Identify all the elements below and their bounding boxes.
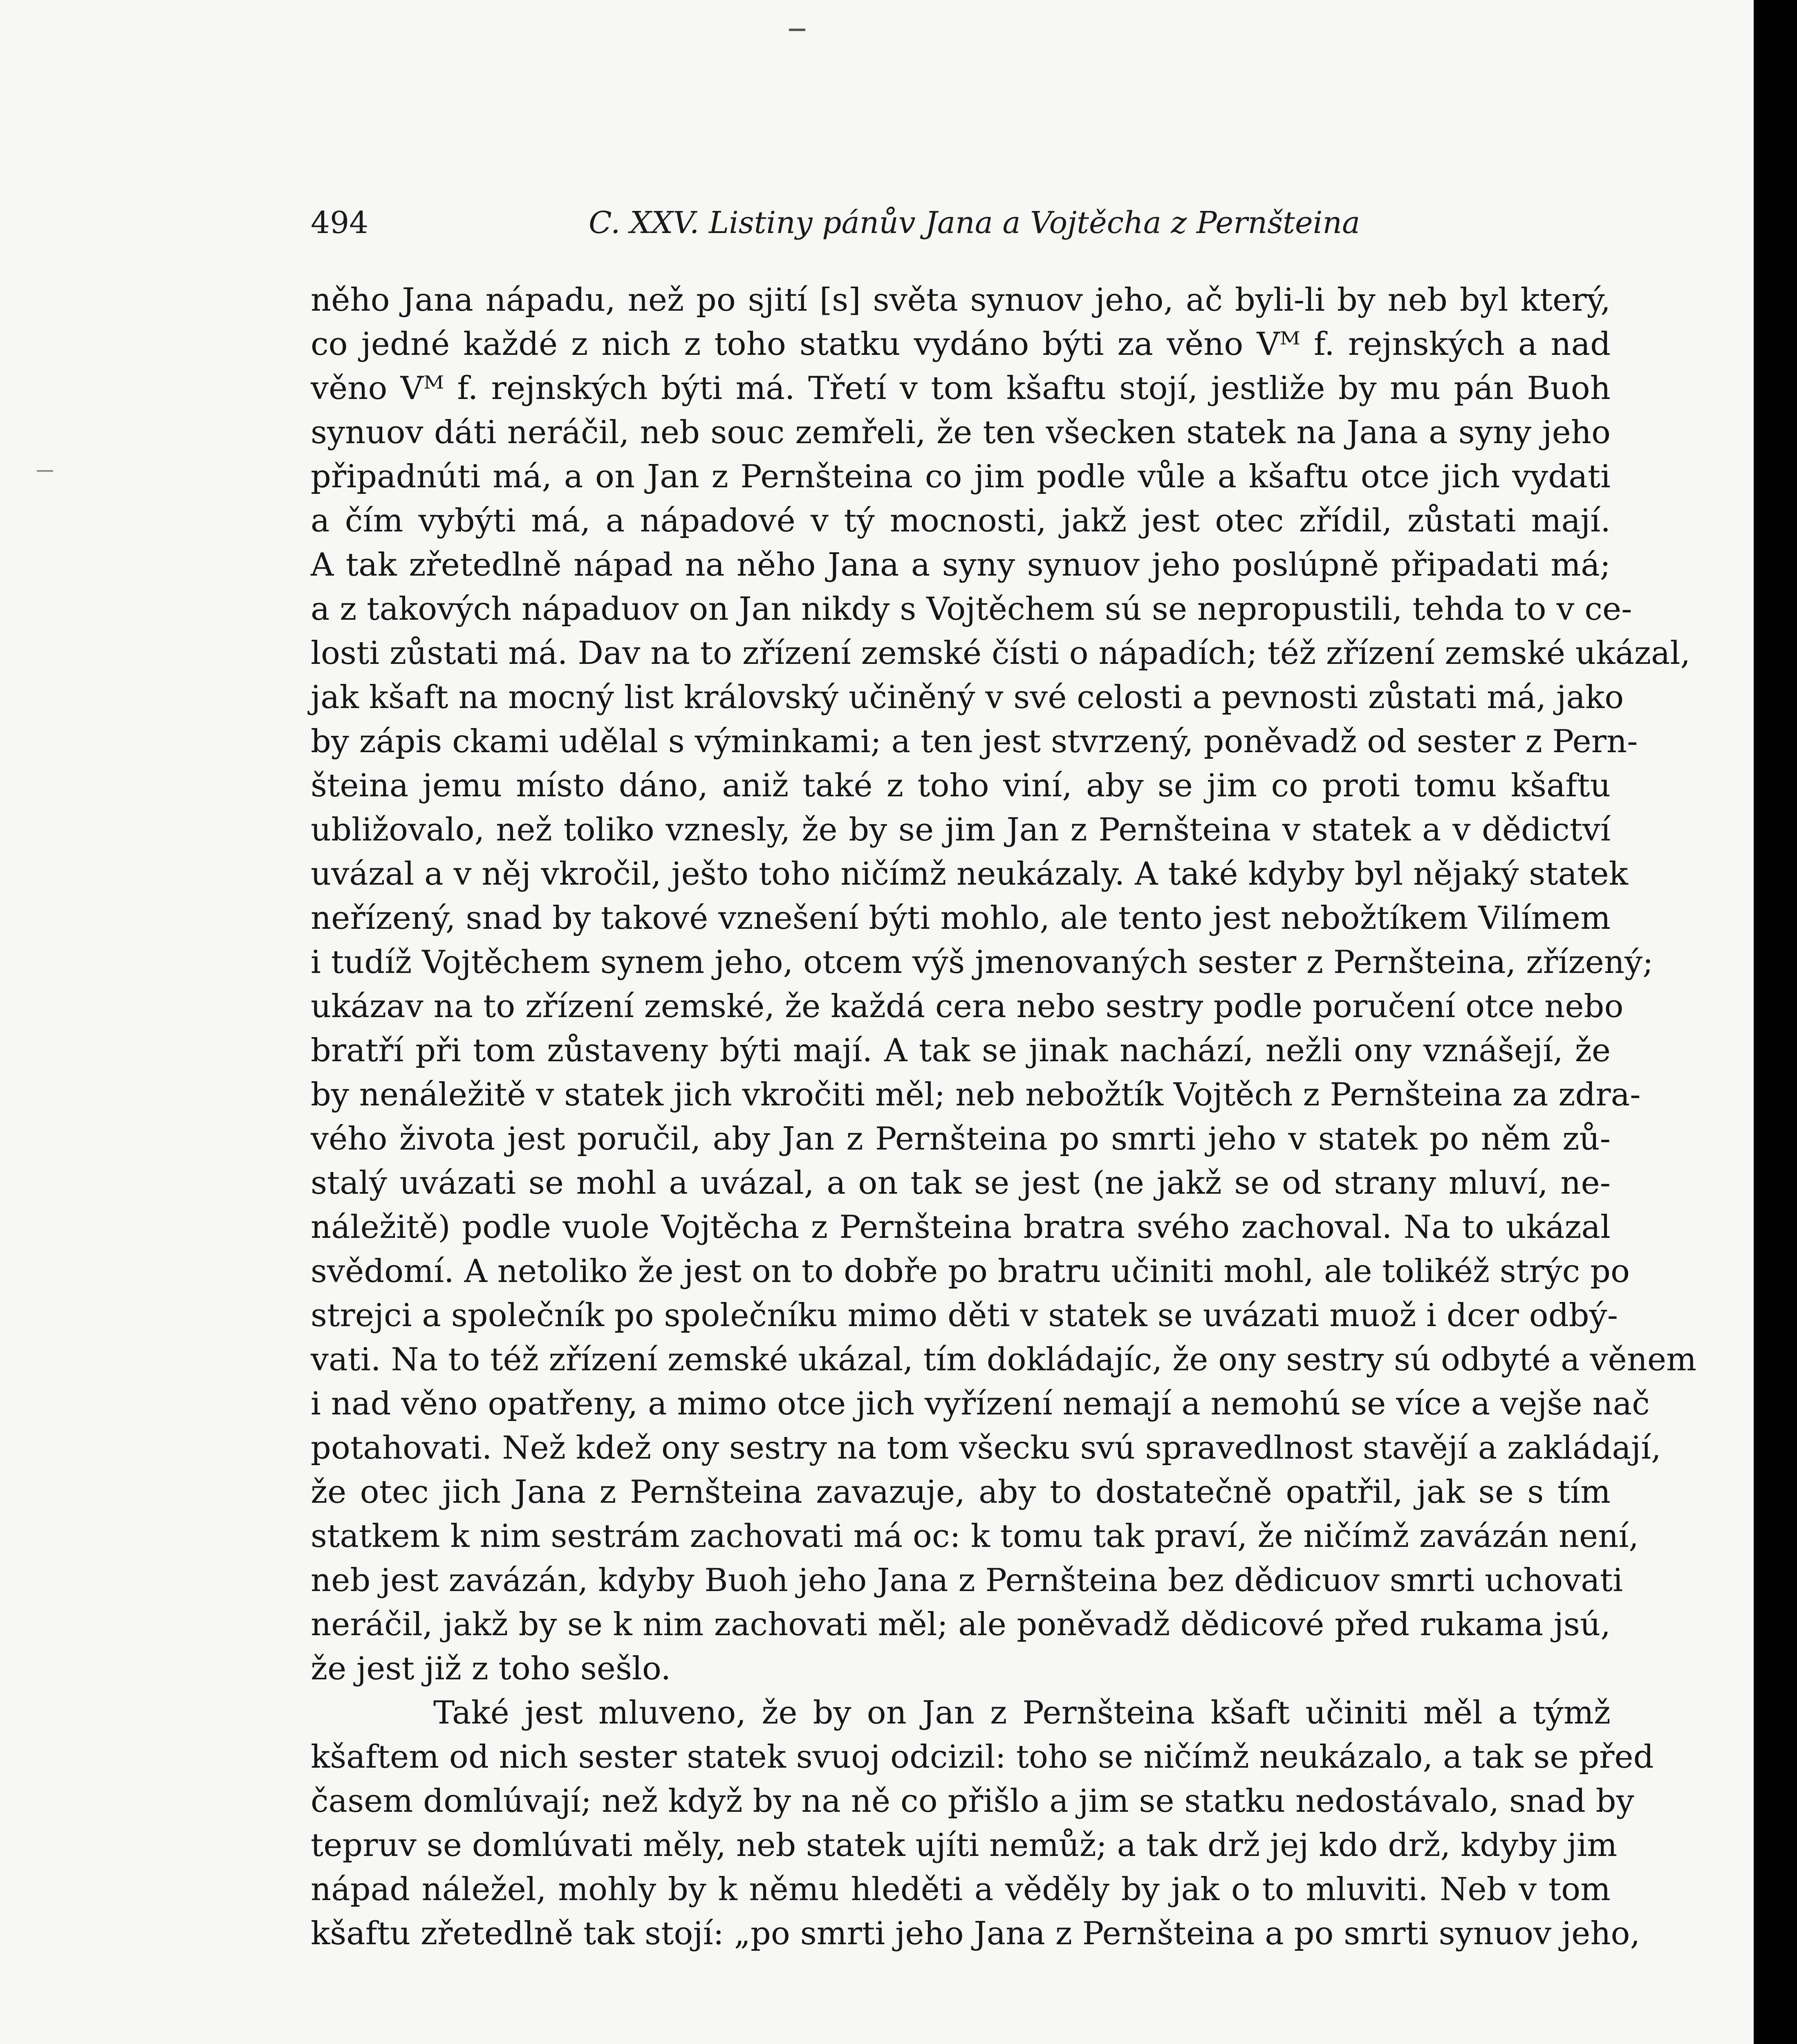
text-line: vého života jest poručil, aby Jan z Pernšteina po smrti jeho v statek po něm zů-: [311, 1121, 1611, 1157]
text-line: šteina jemu místo dáno, aniž také z toho viní, aby se jim co proti tomu kšaftu: [311, 767, 1611, 804]
text-line: co jedné každé z nich z toho statku vydáno býti za věno Vᴹ f. rejnských a nad: [311, 326, 1611, 363]
text-line: jak kšaft na mocný list královský učiněný v své celosti a pevnosti zůstati má, jako: [311, 679, 1624, 716]
text-line: kšaftem od nich sester statek svuoj odcizil: toho se ničímž neukázalo, a tak se před: [311, 1739, 1654, 1775]
text-line: nápad náležel, mohly by k němu hleděti a věděly by jak o to mluviti. Neb v tom: [311, 1871, 1611, 1908]
text-line: ukázav na to zřízení zemské, že každá cera nebo sestry podle poručení otce nebo: [311, 988, 1624, 1025]
text-line: věno Vᴹ f. rejnských býti má. Třetí v tom kšaftu stojí, jestliže by mu pán Buoh: [311, 370, 1611, 407]
text-line: tepruv se domlúvati měly, neb statek ujíti nemůž; a tak drž jej kdo drž, kdyby jim: [311, 1827, 1618, 1864]
text-line: i nad věno opatřeny, a mimo otce jich vyřízení nemají a nemohú se více a vejše nač: [311, 1385, 1650, 1422]
text-line: uvázal a v něj vkročil, ješto toho ničímž neukázaly. A také kdyby byl nějaký statek: [311, 856, 1628, 892]
text-line: časem domlúvají; než když by na ně co přišlo a jim se statku nedostávalo, snad by: [311, 1783, 1634, 1820]
text-line: že otec jich Jana z Pernšteina zavazuje, aby to dostatečně opatřil, jak se s tím: [311, 1474, 1611, 1511]
text-line: že jest již z toho sešlo.: [311, 1650, 671, 1687]
text-line: vati. Na to též zřízení zemské ukázal, tím dokládajíc, že ony sestry sú odbyté a věnem: [311, 1341, 1697, 1378]
text-line: náležitě) podle vuole Vojtěcha z Pernšteina bratra svého zachoval. Na to ukázal: [311, 1209, 1611, 1246]
text-line: potahovati. Než kdež ony sestry na tom všecku svú spravedlnost stavějí a zakládají,: [311, 1430, 1661, 1466]
page-number: 494: [311, 205, 369, 240]
text-line: by nenáležitě v statek jich vkročiti měl; neb nebožtík Vojtěch z Pernšteina za zdra-: [311, 1076, 1641, 1113]
text-line: neb jest zavázán, kdyby Buoh jeho Jana z Pernšteina bez dědicuov smrti uchovati: [311, 1562, 1623, 1599]
text-line: i tudíž Vojtěchem synem jeho, otcem výš jmenovaných sester z Pernšteina, zřízený;: [311, 944, 1654, 981]
text-line: A tak zřetedlně nápad na něho Jana a syny synuov jeho poslúpně připadati má;: [311, 547, 1611, 583]
text-line: strejci a společník po společníku mimo děti v statek se uvázati muož i dcer odbý-: [311, 1297, 1618, 1334]
text-line: synuov dáti neráčil, neb souc zemřeli, že ten všecken statek na Jana a syny jeho: [311, 414, 1611, 451]
running-title: C. XXV. Listiny pánův Jana a Vojtěcha z Pernšteina: [589, 205, 1360, 240]
text-line: svědomí. A netoliko že jest on to dobře po bratru učiniti mohl, ale tolikéž strýc po: [311, 1253, 1630, 1290]
text-line: stalý uvázati se mohl a uvázal, a on tak se jest (ne jakž se od strany mluví, ne-: [311, 1165, 1611, 1201]
text-line: neřízený, snad by takové vznešení býti mohlo, ale tento jest nebožtíkem Vilímem: [311, 900, 1611, 937]
text-line: a z takových nápaduov on Jan nikdy s Vojtěchem sú se nepropustili, tehda to v ce-: [311, 591, 1632, 628]
text-line: a čím vybýti má, a nápadové v tý mocnosti, jakž jest otec zřídil, zůstati mají.: [311, 502, 1611, 539]
text-line: něho Jana nápadu, než po sjití [s] světa synuov jeho, ač byli-li by neb byl který,: [311, 282, 1611, 318]
text-line: připadnúti má, a on Jan z Pernšteina co jim podle vůle a kšaftu otce jich vydati: [311, 458, 1611, 495]
scan-mark: [789, 29, 805, 31]
text-line: ubližovalo, než toliko vznesly, že by se jim Jan z Pernšteina v statek a v dědictví: [311, 811, 1611, 848]
text-line: by zápis ckami udělal s výminkami; a ten jest stvrzený, poněvadž od sester z Pern-: [311, 723, 1638, 760]
text-line: losti zůstati má. Dav na to zřízení zemské čísti o nápadích; též zřízení zemské ukázal,: [311, 635, 1691, 672]
body-text: [311, 278, 1697, 1956]
margin-mark: [37, 470, 53, 472]
text-line: statkem k nim sestrám zachovati má oc: k tomu tak praví, že ničímž zavázán není,: [311, 1518, 1639, 1555]
text-line: kšaftu zřetedlně tak stojí: „po smrti jeho Jana z Pernšteina a po smrti synuov jeho,: [311, 1915, 1640, 1952]
text-line: neráčil, jakž by se k nim zachovati měl; ale poněvadž dědicové před rukama jsú,: [311, 1606, 1611, 1643]
text-line: bratří při tom zůstaveny býti mají. A tak se jinak nachází, nežli ony vznášejí, že: [311, 1032, 1611, 1069]
page-header: [311, 200, 1360, 245]
paragraph-first-line: Také jest mluveno, že by on Jan z Pernšteina kšaft učiniti měl a týmž: [433, 1694, 1611, 1731]
